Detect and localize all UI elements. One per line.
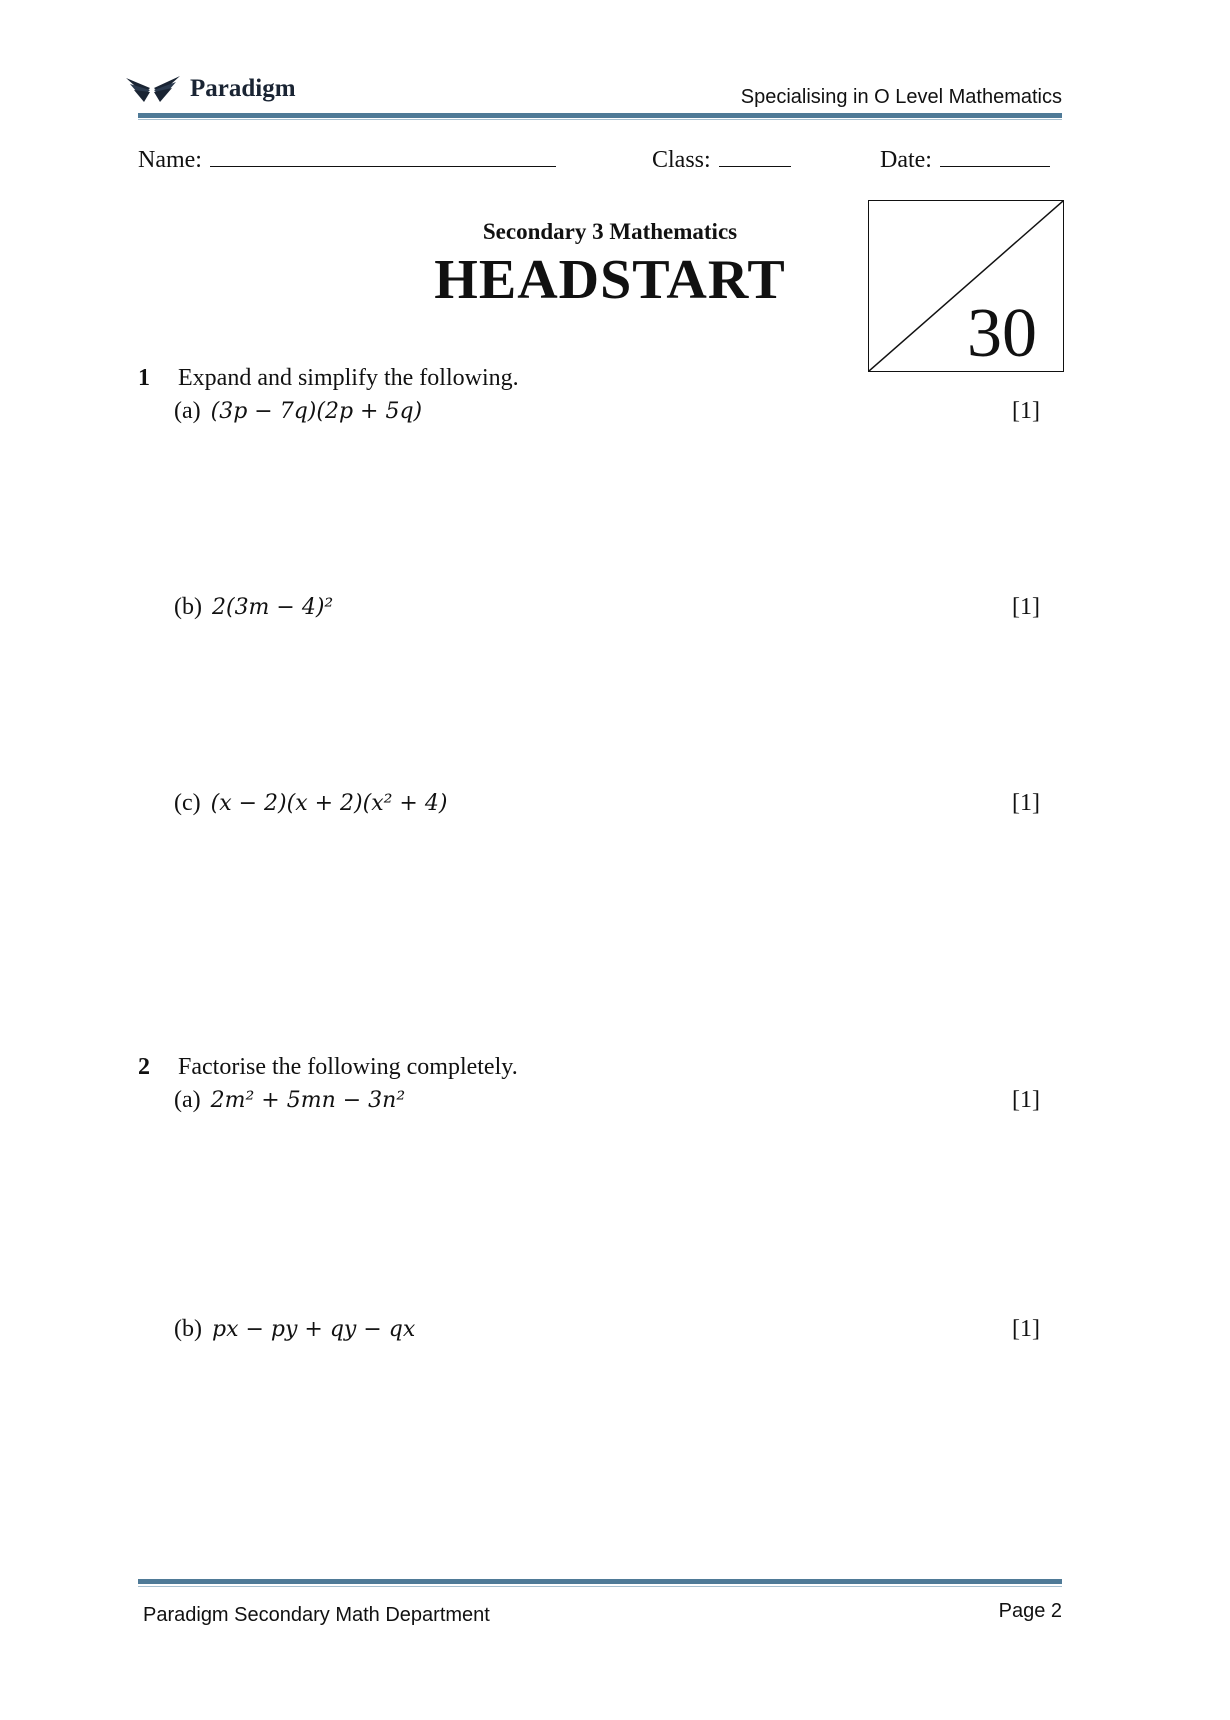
tagline: Specialising in O Level Mathematics [740, 86, 1062, 108]
marks: [1] [1012, 594, 1040, 620]
part-label: (a) [174, 1087, 201, 1113]
date-field [880, 142, 1050, 174]
part-label: (c) [174, 790, 201, 816]
question-part [174, 1087, 405, 1114]
part-expression: px − py + qy − qx [211, 1317, 416, 1342]
brand-name: Paradigm [190, 75, 296, 102]
page-title: HEADSTART [434, 249, 786, 311]
part-expression: (3p − 7q)(2p + 5q) [210, 399, 423, 424]
question-number: 1 [138, 365, 150, 391]
class-field [652, 142, 791, 174]
part-expression: 2(3m − 4)² [211, 595, 334, 620]
score-total: 30 [967, 295, 1037, 372]
marks: [1] [1012, 398, 1040, 424]
class-blank[interactable] [719, 142, 791, 167]
brand-logo [124, 72, 296, 106]
name-blank[interactable] [210, 142, 556, 167]
question-number: 2 [138, 1054, 150, 1080]
part-label: (a) [174, 398, 201, 424]
question-part [174, 398, 422, 425]
page-number: Page 2 [998, 1600, 1062, 1622]
footer-rule-thin [138, 1586, 1062, 1587]
wings-logo-icon [124, 74, 182, 104]
footer-department: Paradigm Secondary Math Department [143, 1604, 490, 1626]
date-blank[interactable] [940, 142, 1050, 167]
question-text: Factorise the following completely. [178, 1054, 518, 1080]
date-label: Date: [880, 147, 932, 173]
footer-rule [138, 1579, 1062, 1584]
subtitle: Secondary 3 Mathematics [482, 219, 738, 244]
question-part [174, 1316, 415, 1343]
question-part [174, 790, 447, 817]
part-expression: (x − 2)(x + 2)(x² + 4) [210, 791, 448, 816]
header-rule-thin [138, 119, 1062, 120]
name-label: Name: [138, 147, 202, 173]
marks: [1] [1012, 1087, 1040, 1113]
marks: [1] [1012, 1316, 1040, 1342]
question-text: Expand and simplify the following. [178, 365, 519, 391]
part-label: (b) [174, 594, 202, 620]
name-field [138, 142, 556, 174]
question-part [174, 594, 333, 621]
header-rule [138, 113, 1062, 118]
score-box [868, 200, 1064, 372]
part-expression: 2m² + 5mn − 3n² [210, 1088, 406, 1113]
marks: [1] [1012, 790, 1040, 816]
class-label: Class: [652, 147, 711, 173]
part-label: (b) [174, 1316, 202, 1342]
